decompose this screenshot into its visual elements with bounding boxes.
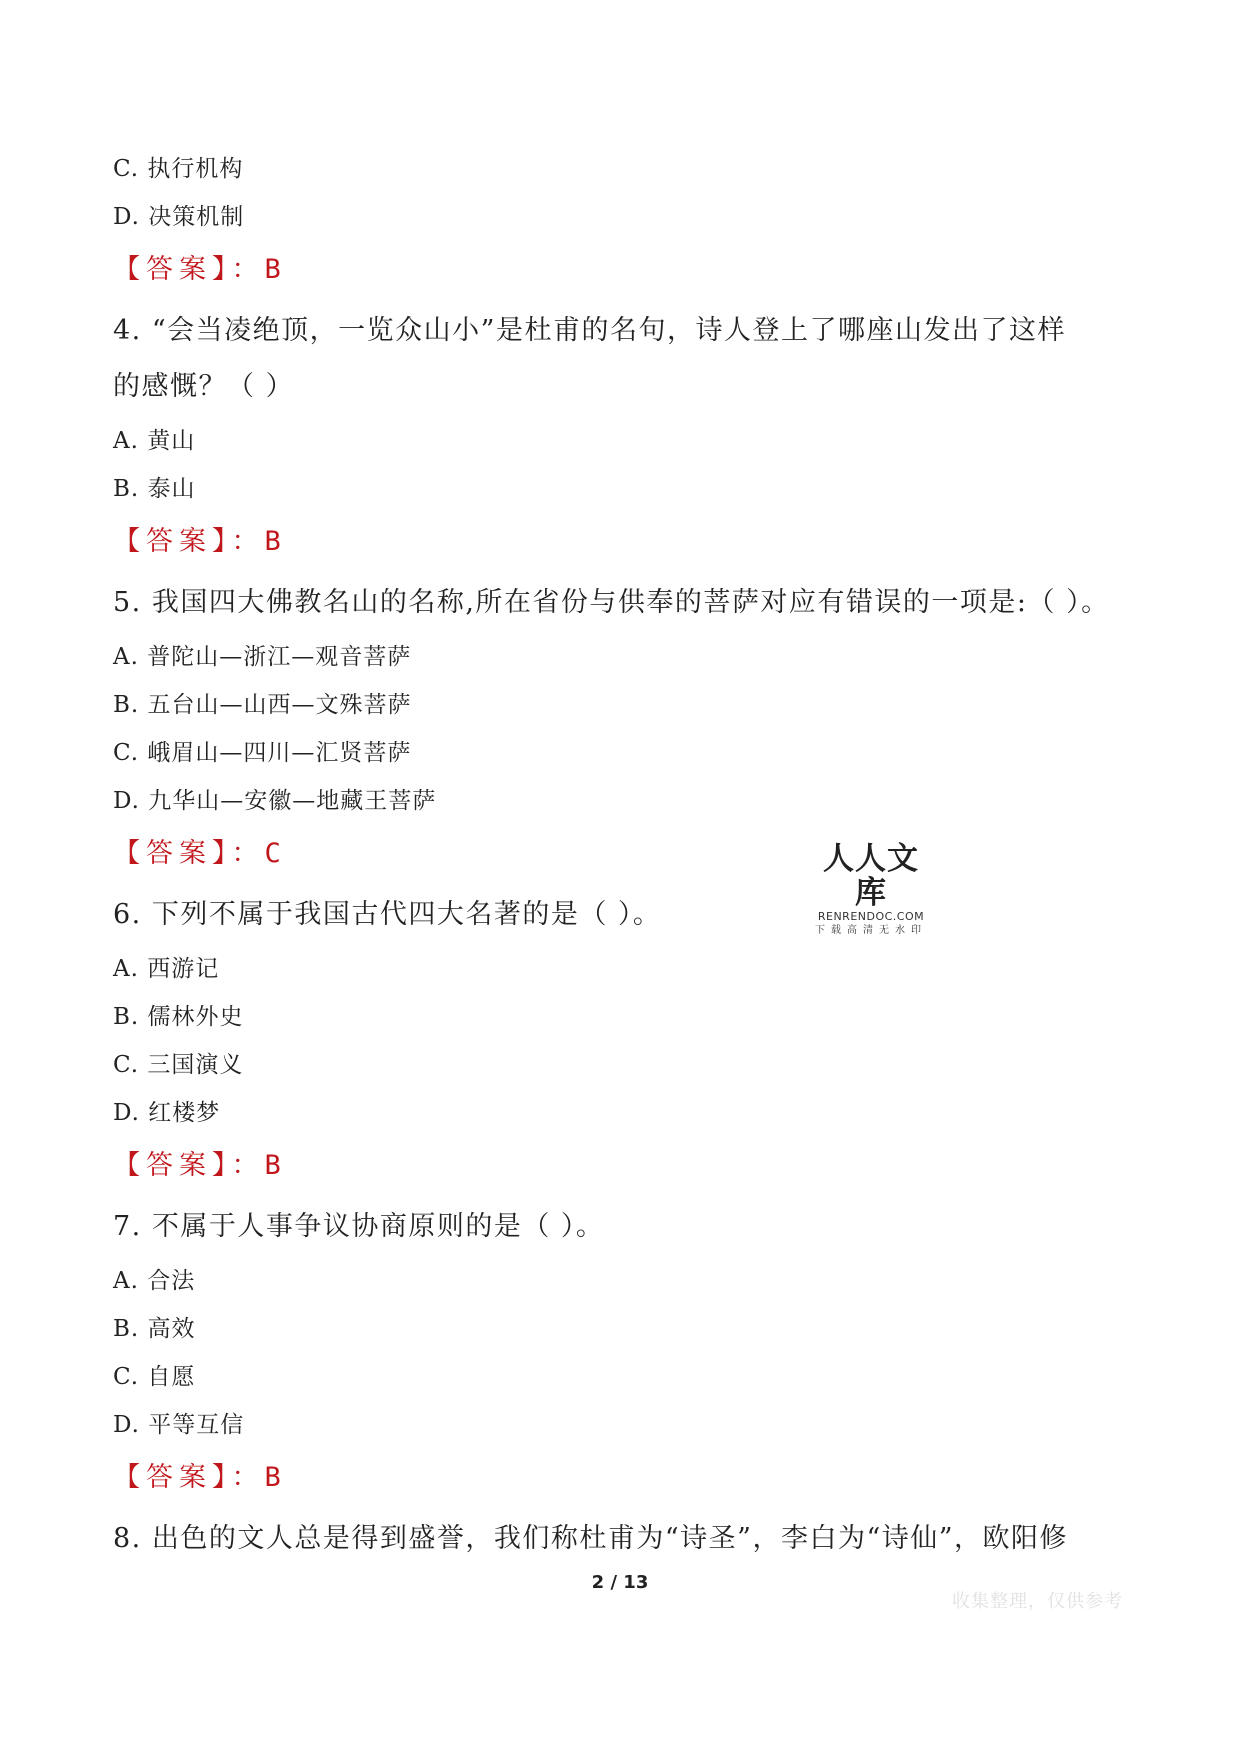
- watermark-name: 人人文库: [823, 841, 919, 911]
- answer-line: [113, 519, 281, 558]
- option-line: D. 平等互信: [113, 1412, 245, 1438]
- option-line: C. 峨眉山—四川—汇贤菩萨: [113, 740, 412, 766]
- option-line: B. 儒林外史: [113, 1004, 244, 1030]
- answer-letter: B: [264, 1462, 281, 1493]
- answer-letter: C: [264, 838, 281, 869]
- answer-label: 【答案】：: [113, 1150, 265, 1181]
- option-line: A. 合法: [113, 1268, 196, 1294]
- option-line: B. 高效: [113, 1316, 196, 1342]
- option-line: B. 五台山—山西—文殊菩萨: [113, 692, 412, 718]
- answer-label: 【答案】：: [113, 1462, 265, 1493]
- watermark-tagline: 下载高清无水印: [815, 925, 927, 936]
- question-line: 6. 下列不属于我国古代四大名著的是（ ）。: [113, 899, 662, 930]
- option-line: C. 三国演义: [113, 1052, 244, 1078]
- option-line: A. 普陀山—浙江—观音菩萨: [113, 644, 412, 670]
- option-line: C. 执行机构: [113, 156, 244, 182]
- question-line: 5. 我国四大佛教名山的名称,所在省份与供奉的菩萨对应有错误的一项是:（ ）。: [113, 587, 1110, 618]
- answer-line: [113, 247, 281, 286]
- question-line: 4. “会当凌绝顶，一览众山小”是杜甫的名句，诗人登上了哪座山发出了这样: [113, 315, 1066, 346]
- option-line: A. 西游记: [113, 956, 220, 982]
- option-line: D. 红楼梦: [113, 1100, 221, 1126]
- option-line: D. 九华山—安徽—地藏王菩萨: [113, 788, 437, 814]
- option-line: D. 决策机制: [113, 204, 245, 230]
- answer-line: [113, 831, 281, 870]
- question-line: 8. 出色的文人总是得到盛誉，我们称杜甫为“诗圣”，李白为“诗仙”，欧阳修: [113, 1523, 1069, 1554]
- answer-line: [113, 1143, 281, 1182]
- answer-line: [113, 1455, 281, 1494]
- option-line: C. 自愿: [113, 1364, 196, 1390]
- answer-letter: B: [264, 254, 281, 285]
- answer-letter: B: [264, 1150, 281, 1181]
- watermark-url: RENRENDOC.COM: [817, 910, 925, 923]
- answer-label: 【答案】：: [113, 526, 265, 557]
- answer-label: 【答案】：: [113, 254, 265, 285]
- question-line: 的感慨？（ ）: [113, 371, 295, 402]
- option-line: A. 黄山: [113, 428, 196, 454]
- footer-note: 收集整理，仅供参考: [952, 1591, 1123, 1612]
- question-line: 7. 不属于人事争议协商原则的是（ ）。: [113, 1211, 605, 1242]
- option-line: B. 泰山: [113, 476, 196, 502]
- page-number: 2 / 13: [591, 1572, 649, 1593]
- watermark-logo: [808, 842, 934, 938]
- answer-label: 【答案】：: [113, 838, 265, 869]
- answer-letter: B: [264, 526, 281, 557]
